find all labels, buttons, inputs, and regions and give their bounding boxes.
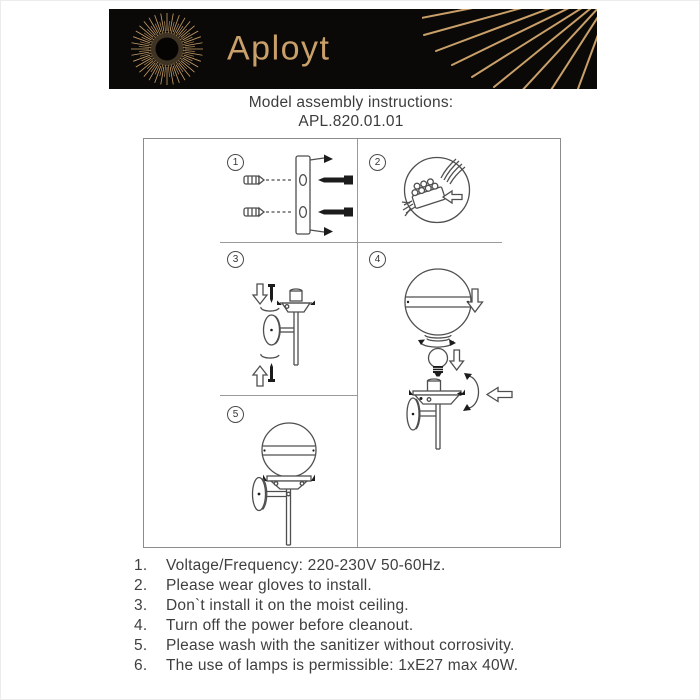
brand-banner [109, 9, 597, 89]
instruction-item [134, 556, 594, 576]
instruction-number: 1. [134, 557, 148, 574]
instructions-list [134, 556, 594, 676]
instruction-number: 4. [134, 617, 148, 634]
assembly-diagram [143, 138, 561, 548]
step-1-badge: 1 [227, 154, 244, 171]
instruction-item [134, 616, 594, 636]
step2-wiring-illustration [396, 152, 480, 230]
step-5-badge: 5 [227, 406, 244, 423]
instruction-text: Turn off the power before cleanout. [166, 617, 414, 634]
instruction-item [134, 596, 594, 616]
step4-globe-bulb-illustration [398, 262, 514, 454]
horizontal-divider-1 [220, 242, 502, 243]
instruction-item [134, 576, 594, 596]
instruction-text: Please wear gloves to install. [166, 577, 372, 594]
rays-decoration-icon [422, 9, 597, 89]
horizontal-divider-2 [220, 395, 357, 396]
page-title [1, 93, 700, 131]
instruction-number: 5. [134, 637, 148, 654]
step-4-badge: 4 [369, 251, 386, 268]
instruction-item [134, 636, 594, 656]
instruction-text: Please wash with the sanitizer without corrosivity. [166, 637, 515, 654]
instruction-number: 2. [134, 577, 148, 594]
step3-stem-mounting-illustration [244, 279, 334, 391]
instruction-number: 6. [134, 657, 148, 674]
instruction-text: The use of lamps is permissible: 1xE27 max 40W. [166, 657, 519, 674]
step5-assembled-lamp-illustration [240, 415, 336, 548]
step-3-badge: 3 [227, 251, 244, 268]
instruction-number: 3. [134, 597, 148, 614]
model-number: APL.820.01.01 [298, 113, 404, 130]
title-line-1: Model assembly instructions: [248, 94, 454, 111]
instruction-text: Voltage/Frequency: 220-230V 50-60Hz. [166, 557, 446, 574]
sunburst-logo-icon [127, 9, 207, 89]
brand-name: Aployt [227, 29, 331, 68]
step1-wall-bracket-illustration [232, 150, 372, 240]
instruction-text: Don`t install it on the moist ceiling. [166, 597, 409, 614]
instruction-item [134, 656, 594, 676]
step-2-badge: 2 [369, 154, 386, 171]
